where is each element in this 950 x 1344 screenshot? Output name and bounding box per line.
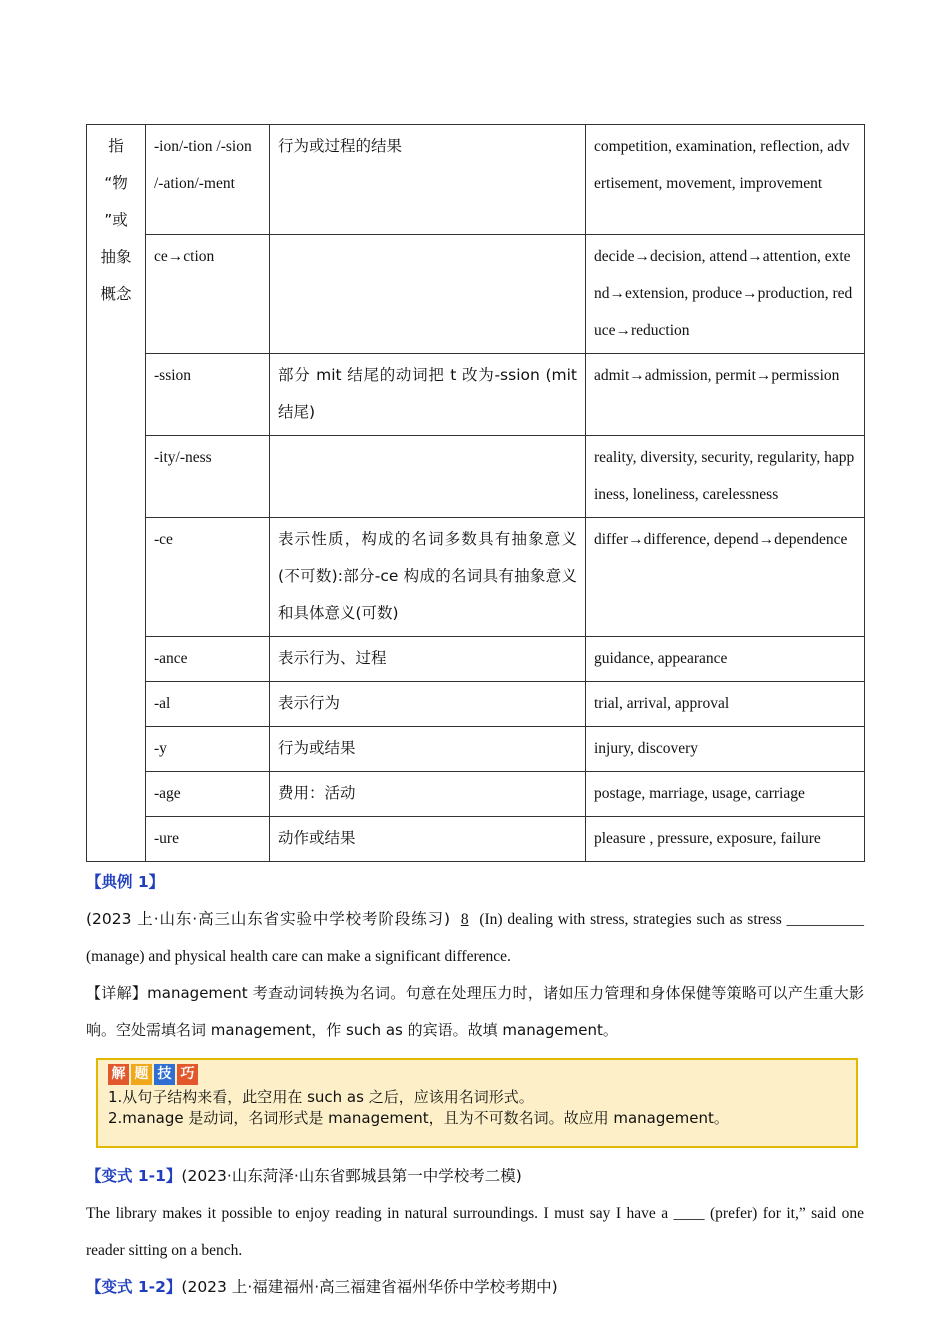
example-1-label: 【典例 1】 (86, 873, 165, 891)
table-row (87, 518, 865, 637)
explanation (86, 975, 864, 1049)
examples-cell: trial, arrival, approval (586, 682, 865, 727)
example-1 (86, 864, 864, 901)
meaning-cell: 行为或过程的结果 (270, 125, 586, 235)
suffix-cell: -ce (146, 518, 270, 637)
tips-title-char: 巧 (177, 1064, 198, 1085)
example-1-blank: __________ (786, 911, 865, 928)
example-1-question (86, 901, 864, 975)
table-row (87, 637, 865, 682)
category-text: 抽象 (100, 248, 132, 266)
table-row (87, 817, 865, 862)
suffix-cell: -al (146, 682, 270, 727)
example-1-source: (2023 上·山东·高三山东省实验中学校考阶段练习) (86, 910, 451, 928)
suffix-cell: -age (146, 772, 270, 817)
table-row (87, 125, 865, 235)
table-row (87, 354, 865, 436)
meaning-cell (270, 235, 586, 354)
examples-cell: decide→decision, attend→attention, extend→extension, produce→production, reduce→reduction (586, 235, 865, 354)
example-1-number: 8 (460, 911, 469, 928)
variant-1-1-source: (2023·山东菏泽·山东省鄄城县第一中学校考二模) (181, 1167, 522, 1185)
tips-box (96, 1058, 858, 1148)
variant-1-2 (86, 1269, 864, 1306)
category-cell (87, 125, 146, 862)
explanation-text: management 考查动词转换为名词。句意在处理压力时，诸如压力管理和身体保健等策略可以产生重大影响。空处需填名词 management，作 such as 的宾语。故填 management。 (86, 984, 864, 1039)
meaning-cell: 表示行为、过程 (270, 637, 586, 682)
examples-cell: reality, diversity, security, regularity, happiness, loneliness, carelessness (586, 436, 865, 518)
table-row (87, 727, 865, 772)
meaning-cell: 动作或结果 (270, 817, 586, 862)
meaning-cell: 费用：活动 (270, 772, 586, 817)
table-row (87, 772, 865, 817)
example-1-text1: (In) dealing with stress, strategies such as stress (479, 911, 782, 928)
suffix-cell: -ure (146, 817, 270, 862)
suffix-cell: -ity/-ness (146, 436, 270, 518)
tips-title (108, 1064, 846, 1085)
examples-cell: admit→admission, permit→permission (586, 354, 865, 436)
table-row (87, 235, 865, 354)
examples-cell: guidance, appearance (586, 637, 865, 682)
category-text: “物 (104, 174, 128, 192)
suffix-cell: -ion/-tion /-sion /-ation/-ment (146, 125, 270, 235)
document-page (86, 124, 864, 1306)
meaning-cell: 表示性质，构成的名词多数具有抽象意义(不可数):部分-ce 构成的名词具有抽象意义和具体意义(可数) (270, 518, 586, 637)
suffix-cell: -ssion (146, 354, 270, 436)
category-text: ”或 (104, 211, 128, 229)
variant-1-1-text: The library makes it possible to enjoy reading in natural surroundings. I must say I have a ____ (prefer) for it,” said one reader sitting on a bench. (86, 1205, 864, 1259)
tips-title-char: 解 (108, 1064, 129, 1085)
examples-cell: postage, marriage, usage, carriage (586, 772, 865, 817)
table-row (87, 436, 865, 518)
meaning-cell (270, 436, 586, 518)
tips-line-2: 2.manage 是动词，名词形式是 management，且为不可数名词。故应用 management。 (108, 1109, 729, 1127)
examples-cell: pleasure , pressure, exposure, failure (586, 817, 865, 862)
examples-cell: competition, examination, reflection, advertisement, movement, improvement (586, 125, 865, 235)
meaning-cell: 行为或结果 (270, 727, 586, 772)
examples-cell: injury, discovery (586, 727, 865, 772)
variant-1-1 (86, 1158, 864, 1195)
suffix-cell: -ance (146, 637, 270, 682)
suffix-table (86, 124, 865, 862)
category-text: 指 (108, 137, 124, 155)
suffix-cell: ce→ction (146, 235, 270, 354)
variant-1-2-label: 【变式 1-2】 (86, 1278, 182, 1296)
table-row (87, 682, 865, 727)
examples-cell: differ→difference, depend→dependence (586, 518, 865, 637)
suffix-cell: -y (146, 727, 270, 772)
meaning-cell: 部分 mit 结尾的动词把 t 改为-ssion (mit 结尾) (270, 354, 586, 436)
example-1-text2: (manage) and physical health care can make a significant difference. (86, 948, 511, 965)
tips-title-char: 技 (154, 1064, 175, 1085)
variant-1-2-source: (2023 上·福建福州·高三福建省福州华侨中学校考期中) (181, 1278, 558, 1296)
tips-title-char: 题 (131, 1064, 152, 1085)
explanation-label: 【详解】 (86, 984, 148, 1002)
tips-line-1: 1.从句子结构来看，此空用在 such as 之后，应该用名词形式。 (108, 1088, 534, 1106)
variant-1-1-label: 【变式 1-1】 (86, 1167, 182, 1185)
category-text: 概念 (100, 285, 132, 303)
meaning-cell: 表示行为 (270, 682, 586, 727)
